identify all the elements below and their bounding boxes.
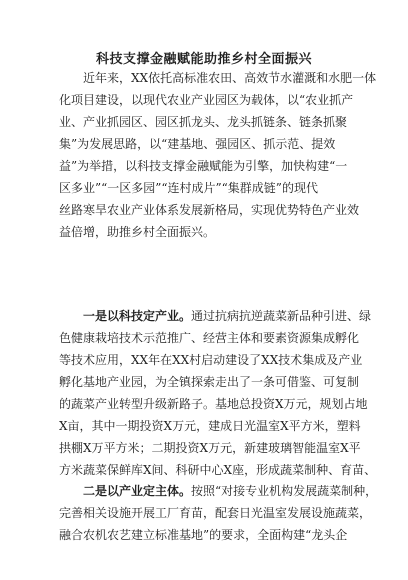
- text-line: 益倍增，助推乡村全面振兴。: [59, 225, 216, 239]
- paragraph-intro: [59, 67, 377, 243]
- text-line: 集”为发展思路，以“建基地、强园区、抓示范、提效: [59, 137, 336, 151]
- text-line: 区多业”“一区多园”“连村成片”“集群成链”的现代: [59, 181, 318, 195]
- text-line: 化项目建设，以现代农业产业园区为载体，以“农业抓产: [59, 93, 354, 107]
- text-line: X亩，其中一期投资X万元，建成日光温室X平方米，塑料: [59, 419, 361, 433]
- text-line: 近年来，XX依托高标准农田、高效节水灌溉和水肥一体: [59, 71, 377, 85]
- text-line: 融合农机农艺建立标准基地”的要求，全面构建“龙头企: [59, 528, 348, 542]
- text-line: 色健康栽培技术示范推广、经营主体和要素资源集成孵化: [59, 331, 360, 345]
- text-line: 孵化基地产业园，为全镇探索走出了一条可借鉴、可复制: [59, 375, 360, 389]
- text-line: 益”为举措，以科技支撑金融赋能为引擎，加快构建“一: [59, 159, 348, 173]
- paragraph-technology: [59, 305, 377, 481]
- text-segment: 按照“对接专业机构发展蔬菜制种，: [191, 484, 378, 498]
- text-line: [59, 305, 372, 327]
- text-line: 的蔬菜产业转型升级新路子。基地总投资X万元，规划占地: [59, 397, 368, 411]
- text-line: 方米蔬菜保鲜库X间、科研中心X座，形成蔬菜制种、育苗、: [59, 463, 377, 477]
- document-title: 科技支撑金融赋能助推乡村全面振兴: [95, 52, 312, 67]
- text-line: 完善相关设施开展工厂育苗，配套日光温室发展设施蔬菜，: [59, 506, 372, 520]
- text-line: 丝路寒旱农业产业体系发展新格局，实现优势特色产业效: [59, 203, 360, 217]
- text-line: 等技术应用，XX年在XX村启动建设了XX技术集成及产业: [59, 353, 363, 367]
- text-line: [59, 480, 378, 502]
- text-line: 拱棚X万平方米；二期投资X万元，新建玻璃智能温室X平: [59, 441, 361, 455]
- paragraph-subject: [59, 480, 378, 546]
- text-line: 业、产业抓园区、园区抓龙头、龙头抓链条、链条抓聚: [59, 115, 348, 129]
- paragraph-lead: 二是以产业定主体。: [83, 484, 192, 498]
- paragraph-lead: 一是以科技定产业。: [83, 309, 192, 323]
- text-segment: 通过抗病抗逆蔬菜新品种引进、绿: [191, 309, 372, 323]
